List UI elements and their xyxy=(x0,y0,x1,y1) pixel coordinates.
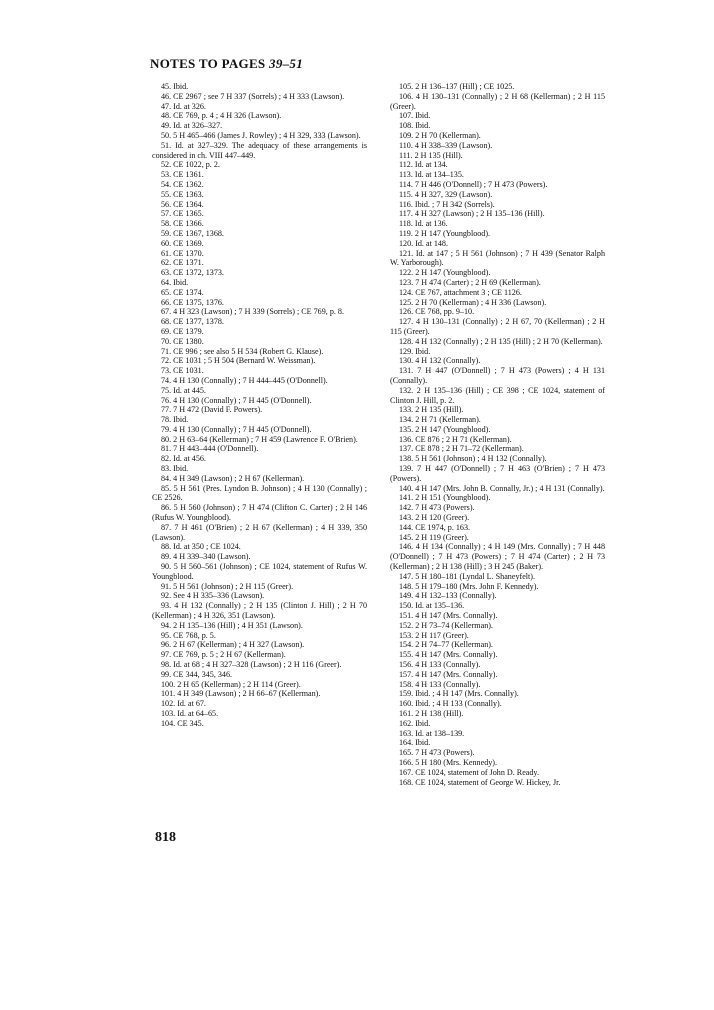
note-entry: 80. 2 H 63–64 (Kellerman) ; 7 H 459 (Lawrence F. O'Brien). xyxy=(161,434,358,444)
note-entry: 59. CE 1367, 1368. xyxy=(161,228,224,238)
note-entry: 107. Ibid. xyxy=(399,111,431,121)
note-entry: 136. CE 876 ; 2 H 71 (Kellerman). xyxy=(399,434,512,444)
note-entry: 87. 7 H 461 (O'Brien) ; 2 H 67 (Kellerman) ; 4 H 339, 350 (Lawson). xyxy=(152,522,367,542)
note-entry: 130. 4 H 132 (Connally). xyxy=(399,356,481,366)
heading-title: NOTES TO PAGES xyxy=(150,56,266,71)
note-entry: 99. CE 344, 345, 346. xyxy=(161,669,233,679)
note-entry: 163. Id. at 138–139. xyxy=(399,728,465,738)
page-heading xyxy=(150,56,303,72)
note-entry: 88. Id. at 350 ; CE 1024. xyxy=(161,542,241,552)
note-entry: 139. 7 H 447 (O'Donnell) ; 7 H 463 (O'Brien) ; 7 H 473 (Powers). xyxy=(390,464,605,483)
note-entry: 93. 4 H 132 (Connally) ; 2 H 135 (Clinton J. Hill) ; 2 H 70 (Kellerman) ; 4 H 326, 351 (Lawson). xyxy=(152,601,367,621)
note-entry: 151. 4 H 147 (Mrs. Connally). xyxy=(399,611,498,621)
note-entry: 112. Id. at 134. xyxy=(399,160,448,170)
note-entry: 109. 2 H 70 (Kellerman). xyxy=(399,130,481,140)
note-entry: 78. Ibid. xyxy=(161,415,189,425)
note-entry: 58. CE 1366. xyxy=(161,219,204,229)
note-entry: 60. CE 1369. xyxy=(161,238,204,248)
heading-pages: 39–51 xyxy=(269,56,304,71)
note-entry: 162. Ibid. xyxy=(399,718,431,728)
note-entry: 148. 5 H 179–180 (Mrs. John F. Kennedy). xyxy=(399,581,539,591)
note-entry: 98. Id. at 68 ; 4 H 327–328 (Lawson) ; 2 H 116 (Greer). xyxy=(161,660,342,670)
note-entry: 97. CE 769, p. 5 ; 2 H 67 (Kellerman). xyxy=(161,650,286,660)
note-entry: 57. CE 1365. xyxy=(161,209,204,219)
note-entry: 135. 2 H 147 (Youngblood). xyxy=(399,424,491,434)
note-entry: 160. Ibid. ; 4 H 133 (Connally). xyxy=(399,699,502,709)
note-entry: 152. 2 H 73–74 (Kellerman). xyxy=(399,620,493,630)
note-entry: 127. 4 H 130–131 (Connally) ; 2 H 67, 70 (Kellerman) ; 2 H 115 (Greer). xyxy=(390,317,605,336)
note-entry: 102. Id. at 67. xyxy=(161,699,206,709)
note-entry: 53. CE 1361. xyxy=(161,170,204,180)
note-entry: 81. 7 H 443–444 (O'Donnell). xyxy=(161,444,259,454)
note-entry: 156. 4 H 133 (Connally). xyxy=(399,660,481,670)
note-entry: 45. Ibid. xyxy=(161,82,189,91)
note-entry: 111. 2 H 135 (Hill). xyxy=(399,150,463,160)
note-entry: 68. CE 1377, 1378. xyxy=(161,317,224,327)
note-entry: 85. 5 H 561 (Pres. Lyndon B. Johnson) ; 4 H 130 (Connally) ; CE 2526. xyxy=(152,483,367,503)
note-entry: 105. 2 H 136–137 (Hill) ; CE 1025. xyxy=(399,82,515,91)
note-entry: 140. 4 H 147 (Mrs. John B. Connally, Jr.) ; 4 H 131 (Connally). xyxy=(399,483,605,493)
note-entry: 131. 7 H 447 (O'Donnell) ; 7 H 473 (Powers) ; 4 H 131 (Connally). xyxy=(390,366,605,385)
note-entry: 124. CE 767, attachment 3 ; CE 1126. xyxy=(399,287,522,297)
note-entry: 147. 5 H 180–181 (Lyndal L. Shaneyfelt). xyxy=(399,571,535,581)
note-entry: 153. 2 H 117 (Greer). xyxy=(399,630,469,640)
note-entry: 61. CE 1370. xyxy=(161,248,204,258)
note-entry: 125. 2 H 70 (Kellerman) ; 4 H 336 (Lawson). xyxy=(399,297,547,307)
note-entry: 91. 5 H 561 (Johnson) ; 2 H 115 (Greer). xyxy=(161,581,294,591)
note-entry: 126. CE 768, pp. 9–10. xyxy=(399,307,475,317)
note-entry: 121. Id. at 147 ; 5 H 561 (Johnson) ; 7 H 439 (Senator Ralph W. Yarborough). xyxy=(390,248,605,268)
note-entry: 92. See 4 H 335–336 (Lawson). xyxy=(161,591,265,601)
note-entry: 157. 4 H 147 (Mrs. Connally). xyxy=(399,669,498,679)
note-entry: 144. CE 1974, p. 163. xyxy=(399,522,471,532)
note-entry: 165. 7 H 473 (Powers). xyxy=(399,748,475,758)
note-entry: 116. Ibid. ; 7 H 342 (Sorrels). xyxy=(399,199,495,209)
note-entry: 122. 2 H 147 (Youngblood). xyxy=(399,268,491,278)
note-entry: 84. 4 H 349 (Lawson) ; 2 H 67 (Kellerman). xyxy=(161,473,305,483)
note-entry: 56. CE 1364. xyxy=(161,199,204,209)
note-entry: 110. 4 H 338–339 (Lawson). xyxy=(399,140,493,150)
note-entry: 149. 4 H 132–133 (Connally). xyxy=(399,591,497,601)
note-entry: 119. 2 H 147 (Youngblood). xyxy=(399,228,491,238)
note-entry: 48. CE 769, p. 4 ; 4 H 326 (Lawson). xyxy=(161,111,282,121)
note-entry: 164. Ibid. xyxy=(399,738,431,748)
note-entry: 128. 4 H 132 (Connally) ; 2 H 135 (Hill) ; 2 H 70 (Kellerman). xyxy=(399,336,603,346)
note-entry: 145. 2 H 119 (Greer). xyxy=(399,532,469,542)
note-entry: 123. 7 H 474 (Carter) ; 2 H 69 (Kellerman). xyxy=(399,277,541,287)
note-entry: 108. Ibid. xyxy=(399,121,431,131)
note-entry: 83. Ibid. xyxy=(161,464,189,474)
note-entry: 114. 7 H 446 (O'Donnell) ; 7 H 473 (Powers). xyxy=(399,179,548,189)
note-entry: 142. 7 H 473 (Powers). xyxy=(399,503,475,513)
note-entry: 70. CE 1380. xyxy=(161,336,204,346)
note-entry: 113. Id. at 134–135. xyxy=(399,170,464,180)
note-entry: 115. 4 H 327, 329 (Lawson). xyxy=(399,189,493,199)
notes-column-right xyxy=(390,82,605,787)
note-entry: 71. CE 996 ; see also 5 H 534 (Robert G. Klause). xyxy=(161,346,324,356)
notes-column-left xyxy=(152,82,367,729)
note-entry: 47. Id. at 326. xyxy=(161,101,206,111)
note-entry: 79. 4 H 130 (Connally) ; 7 H 445 (O'Donnell). xyxy=(161,424,312,434)
note-entry: 134. 2 H 71 (Kellerman). xyxy=(399,415,481,425)
note-entry: 150. Id. at 135–136. xyxy=(399,601,465,611)
note-entry: 73. CE 1031. xyxy=(161,366,204,376)
note-entry: 120. Id. at 148. xyxy=(399,238,449,248)
note-entry: 89. 4 H 339–340 (Lawson). xyxy=(161,552,251,562)
note-entry: 138. 5 H 561 (Johnson) ; 4 H 132 (Connally). xyxy=(399,454,547,464)
note-entry: 72. CE 1031 ; 5 H 504 (Bernard W. Weissman). xyxy=(161,356,316,366)
note-entry: 168. CE 1024, statement of George W. Hickey, Jr. xyxy=(399,777,561,787)
note-entry: 86. 5 H 560 (Johnson) ; 7 H 474 (Clifton C. Carter) ; 2 H 146 (Rufus W. Youngblood). xyxy=(152,503,367,523)
note-entry: 137. CE 878 ; 2 H 71–72 (Kellerman). xyxy=(399,444,524,454)
note-entry: 143. 2 H 120 (Greer). xyxy=(399,513,470,523)
note-entry: 64. Ibid. xyxy=(161,277,189,287)
note-entry: 129. Ibid. xyxy=(399,346,431,356)
note-entry: 76. 4 H 130 (Connally) ; 7 H 445 (O'Donnell). xyxy=(161,395,312,405)
note-entry: 167. CE 1024, statement of John D. Ready. xyxy=(399,767,539,777)
note-entry: 133. 2 H 135 (Hill). xyxy=(399,405,464,415)
note-entry: 66. CE 1375, 1376. xyxy=(161,297,224,307)
page-number: 818 xyxy=(155,830,176,845)
note-entry: 90. 5 H 560–561 (Johnson) ; CE 1024, statement of Rufus W. Youngblood. xyxy=(152,562,367,581)
note-entry: 52. CE 1022, p. 2. xyxy=(161,160,220,170)
note-entry: 101. 4 H 349 (Lawson) ; 2 H 66–67 (Kellerman). xyxy=(161,689,321,699)
note-entry: 69. CE 1379. xyxy=(161,326,204,336)
note-entry: 100. 2 H 65 (Kellerman) ; 2 H 114 (Greer). xyxy=(161,679,301,689)
note-entry: 117. 4 H 327 (Lawson) ; 2 H 135–136 (Hill). xyxy=(399,209,545,219)
note-entry: 104. CE 345. xyxy=(161,718,204,728)
note-entry: 46. CE 2967 ; see 7 H 337 (Sorrels) ; 4 H 333 (Lawson). xyxy=(161,91,345,101)
note-entry: 67. 4 H 323 (Lawson) ; 7 H 339 (Sorrels) ; CE 769, p. 8. xyxy=(161,307,344,317)
note-entry: 75. Id. at 445. xyxy=(161,385,206,395)
note-entry: 49. Id. at 326–327. xyxy=(161,121,223,131)
note-entry: 94. 2 H 135–136 (Hill) ; 4 H 351 (Lawson). xyxy=(161,620,303,630)
note-entry: 77. 7 H 472 (David F. Powers). xyxy=(161,405,263,415)
note-entry: 166. 5 H 180 (Mrs. Kennedy). xyxy=(399,757,498,767)
note-entry: 63. CE 1372, 1373. xyxy=(161,268,224,278)
note-entry: 158. 4 H 133 (Connally). xyxy=(399,679,481,689)
note-entry: 51. Id. at 327–329. The adequacy of these arrangements is considered in ch. VIII 447–449. xyxy=(152,140,367,160)
note-entry: 106. 4 H 130–131 (Connally) ; 2 H 68 (Kellerman) ; 2 H 115 (Greer). xyxy=(390,91,605,111)
note-entry: 132. 2 H 135–136 (Hill) ; CE 398 ; CE 1024, statement of Clinton J. Hill, p. 2. xyxy=(390,385,605,405)
note-entry: 154. 2 H 74–77 (Kellerman). xyxy=(399,640,493,650)
note-entry: 54. CE 1362. xyxy=(161,179,204,189)
note-entry: 161. 2 H 138 (Hill). xyxy=(399,709,464,718)
note-entry: 155. 4 H 147 (Mrs. Connally). xyxy=(399,650,498,660)
note-entry: 95. CE 768, p. 5. xyxy=(161,630,216,640)
note-entry: 82. Id. at 456. xyxy=(161,454,206,464)
note-entry: 141. 2 H 151 (Youngblood). xyxy=(399,493,491,503)
note-entry: 50. 5 H 465–466 (James J. Rowley) ; 4 H 329, 333 (Lawson). xyxy=(161,130,361,140)
note-entry: 96. 2 H 67 (Kellerman) ; 4 H 327 (Lawson). xyxy=(161,640,305,650)
note-entry: 103. Id. at 64–65. xyxy=(161,709,219,718)
note-entry: 74. 4 H 130 (Connally) ; 7 H 444–445 (O'Donnell). xyxy=(161,375,328,385)
note-entry: 55. CE 1363. xyxy=(161,189,204,199)
note-entry: 65. CE 1374. xyxy=(161,287,204,297)
note-entry: 62. CE 1371. xyxy=(161,258,204,268)
note-entry: 118. Id. at 136. xyxy=(399,219,448,229)
note-entry: 146. 4 H 134 (Connally) ; 4 H 149 (Mrs. Connally) ; 7 H 448 (O'Donnell) ; 7 H 473 (Powers) ; 7 H 474 (Carter) ; 2 H 73 (Kellerman) ; 2 H 138 (Hill) ; 3 H 245 (Baker). xyxy=(390,542,605,572)
note-entry: 159. Ibid. ; 4 H 147 (Mrs. Connally). xyxy=(399,689,519,699)
